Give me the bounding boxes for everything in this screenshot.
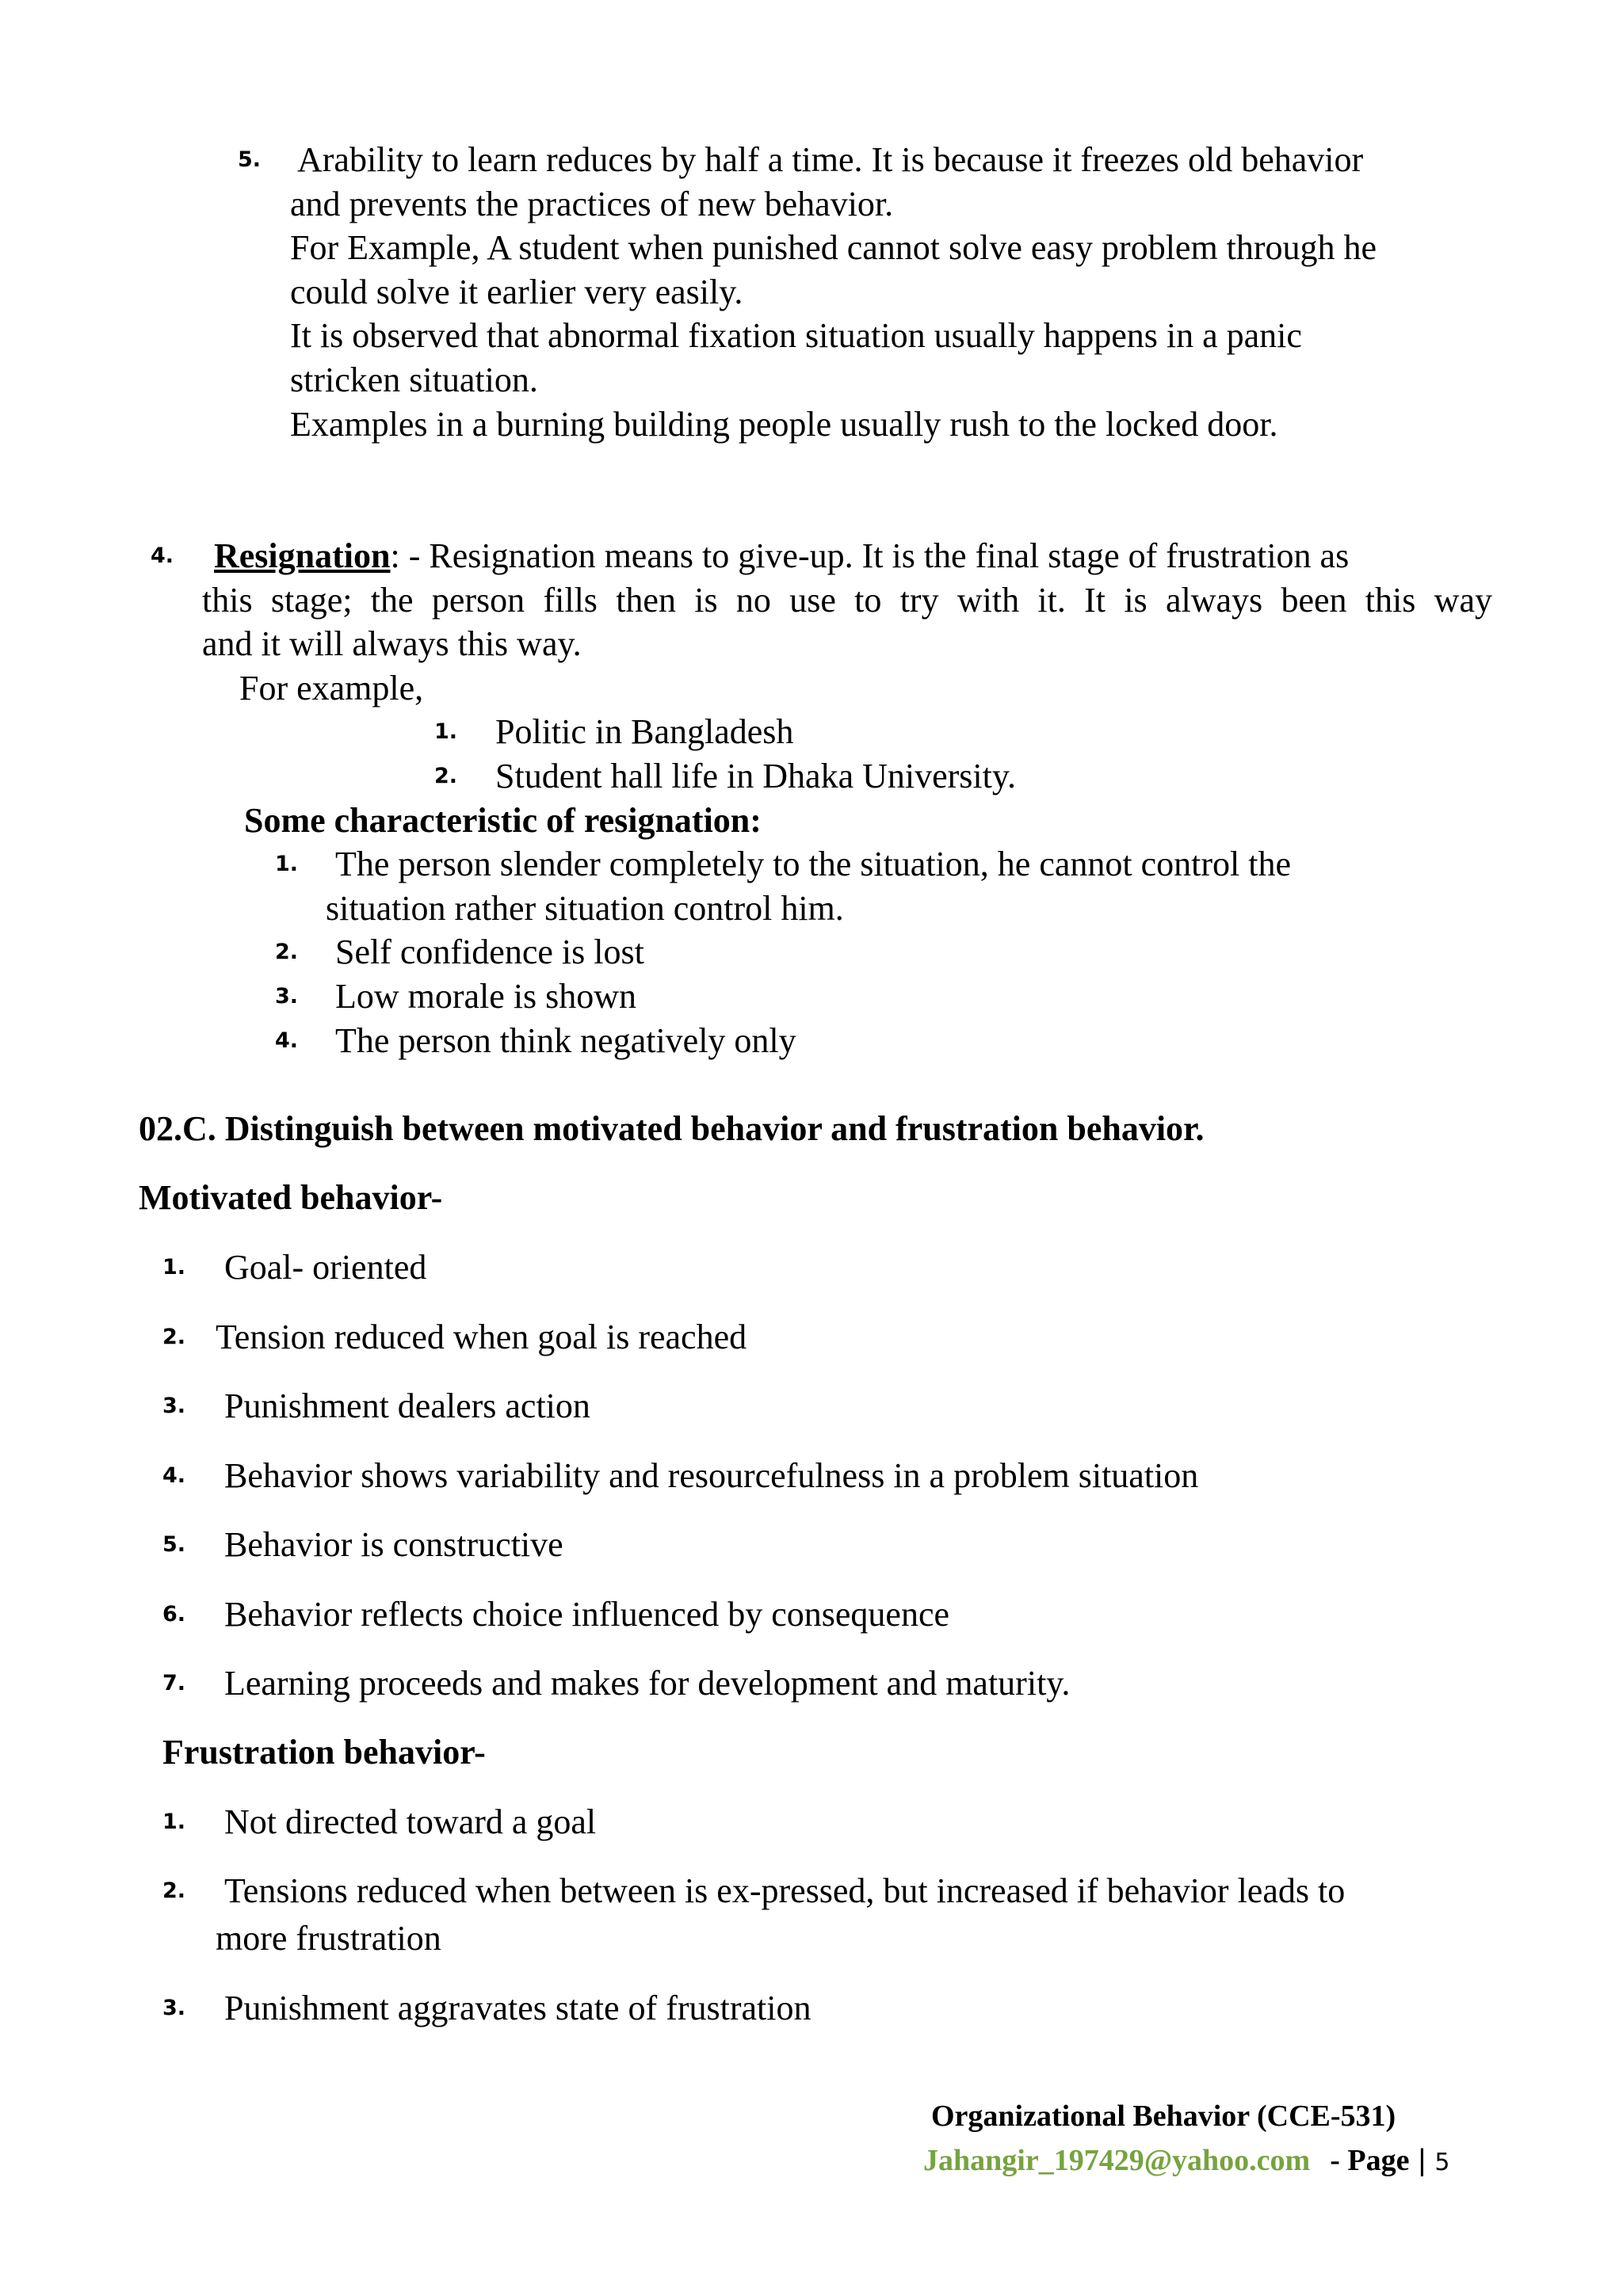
frustration-heading: Frustration behavior- bbox=[162, 1733, 486, 1772]
characteristic-item: Low morale is shown bbox=[335, 977, 637, 1016]
motivated-item: Learning proceeds and makes for development and maturity. bbox=[224, 1664, 1071, 1703]
example-item: Politic in Bangladesh bbox=[495, 712, 794, 751]
list-number: 3. bbox=[162, 1394, 186, 1418]
list-number: 4. bbox=[151, 543, 174, 568]
list-number: 3. bbox=[275, 984, 299, 1009]
list-number: 2. bbox=[162, 1878, 186, 1903]
frustration-item-continued: more frustration bbox=[216, 1919, 441, 1958]
list-number: 1. bbox=[162, 1810, 186, 1834]
motivated-item: Behavior is constructive bbox=[224, 1525, 563, 1564]
example-item: Student hall life in Dhaka University. bbox=[495, 757, 1017, 795]
list-number: 1. bbox=[275, 852, 299, 876]
resignation-term: Resignation bbox=[214, 536, 391, 575]
example-intro: For example, bbox=[239, 669, 424, 707]
motivated-item: Tension reduced when goal is reached bbox=[216, 1318, 747, 1356]
resignation-line bbox=[214, 534, 1349, 578]
motivated-heading: Motivated behavior- bbox=[139, 1178, 443, 1217]
frustration-item: Not directed toward a goal bbox=[224, 1802, 597, 1841]
characteristic-item: The person think negatively only bbox=[335, 1021, 796, 1060]
footer-line bbox=[923, 2137, 1449, 2183]
question-heading: 02.C. Distinguish between motivated behavior and frustration behavior. bbox=[139, 1109, 1205, 1148]
frustration-item: Tensions reduced when between is ex-pressed, but increased if behavior leads to bbox=[224, 1871, 1346, 1910]
motivated-item: Punishment dealers action bbox=[224, 1386, 590, 1425]
footer-page-number: 5 bbox=[1434, 2149, 1450, 2176]
characteristic-item: Self confidence is lost bbox=[335, 933, 644, 971]
paragraph-line: Examples in a burning building people usually rush to the locked door. bbox=[290, 405, 1278, 444]
footer-email: Jahangir_197429@yahoo.com bbox=[923, 2144, 1311, 2177]
list-number: 5. bbox=[162, 1532, 186, 1557]
list-number: 2. bbox=[434, 764, 458, 788]
list-number: 5. bbox=[238, 147, 262, 172]
list-number: 1. bbox=[162, 1255, 186, 1280]
list-number: 1. bbox=[434, 719, 458, 744]
list-number: 4. bbox=[275, 1028, 299, 1053]
characteristic-item-continued: situation rather situation control him. bbox=[326, 889, 844, 928]
footer-separator: | bbox=[1418, 2144, 1426, 2177]
list-number: 2. bbox=[162, 1325, 186, 1349]
motivated-item: Behavior reflects choice influenced by consequence bbox=[224, 1595, 950, 1634]
paragraph-line: could solve it earlier very easily. bbox=[290, 273, 743, 311]
paragraph-line: and it will always this way. bbox=[202, 624, 582, 663]
motivated-item: Behavior shows variability and resourcefulness in a problem situation bbox=[224, 1456, 1199, 1495]
list-number: 2. bbox=[275, 940, 299, 964]
paragraph-line: stricken situation. bbox=[290, 360, 538, 399]
motivated-item: Goal- oriented bbox=[224, 1248, 427, 1287]
paragraph-line: and prevents the practices of new behavior. bbox=[290, 185, 894, 223]
characteristic-item: The person slender completely to the situation, he cannot control the bbox=[335, 845, 1291, 883]
frustration-item: Punishment aggravates state of frustration bbox=[224, 1989, 812, 2027]
footer-course-title: Organizational Behavior (CCE-531) bbox=[931, 2100, 1396, 2133]
list-number: 3. bbox=[162, 1996, 186, 2020]
paragraph-line: Arability to learn reduces by half a time. It is because it freezes old behavior bbox=[297, 140, 1364, 179]
paragraph-line: It is observed that abnormal fixation situation usually happens in a panic bbox=[290, 316, 1302, 355]
characteristics-heading: Some characteristic of resignation: bbox=[244, 801, 762, 840]
paragraph-line: this stage; the person fills then is no use to try with it. It is always been this way bbox=[202, 581, 1492, 620]
resignation-definition: : - Resignation means to give-up. It is the final stage of frustration as bbox=[390, 536, 1350, 575]
footer-page-label: - Page bbox=[1330, 2144, 1410, 2177]
list-number: 6. bbox=[162, 1602, 186, 1627]
paragraph-line: For Example, A student when punished cannot solve easy problem through he bbox=[290, 228, 1377, 267]
list-number: 7. bbox=[162, 1671, 186, 1695]
list-number: 4. bbox=[162, 1463, 186, 1488]
